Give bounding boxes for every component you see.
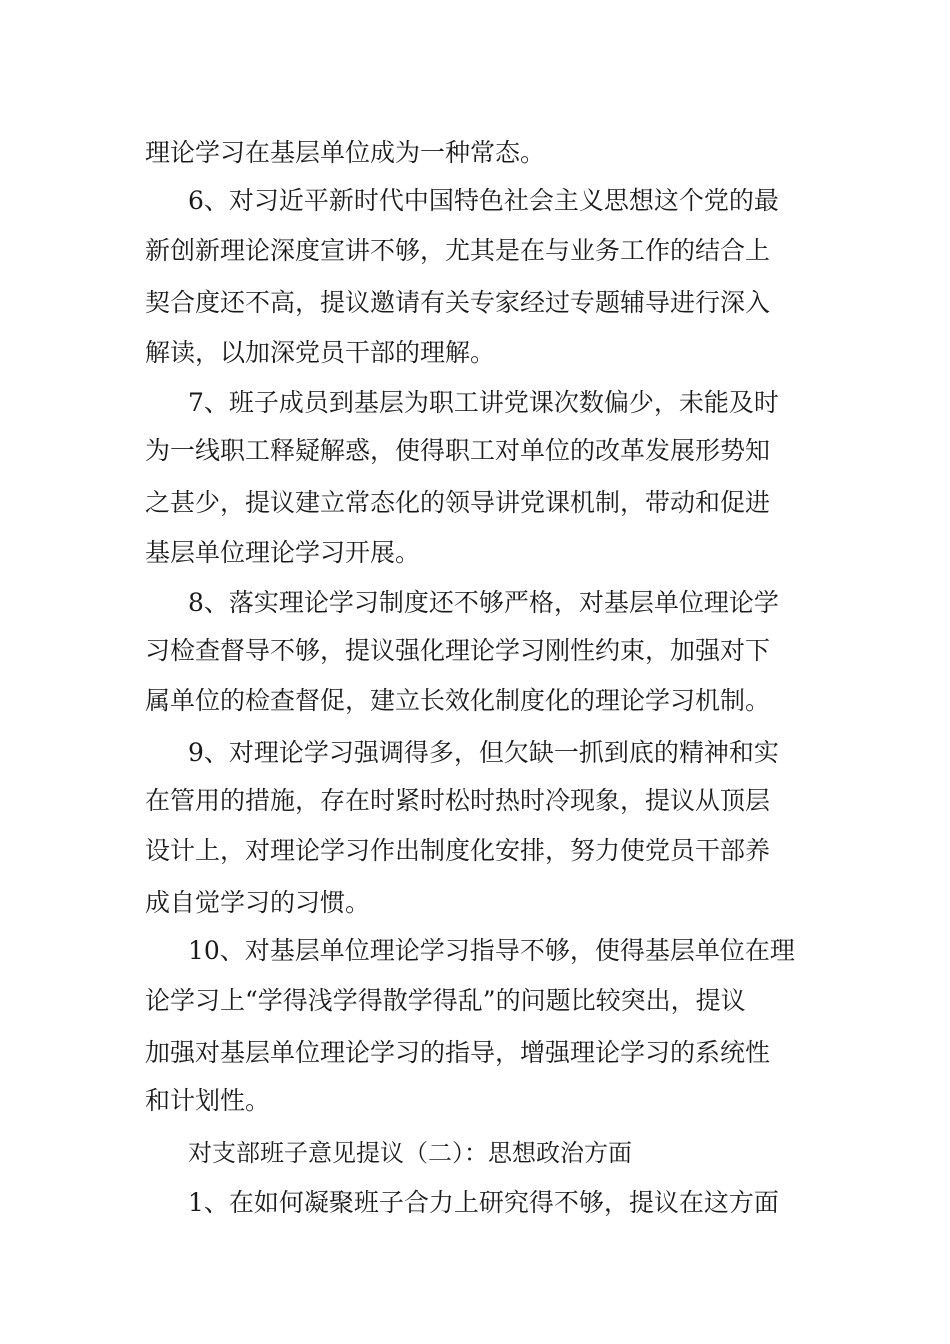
paragraph-6-line: 6、对习近平新时代中国特色社会主义思想这个党的最 — [188, 186, 779, 215]
paragraph-8-line: 8、落实理论学习制度还不够严格，对基层单位理论学 — [188, 588, 779, 617]
text-line: 解读，以加深党员干部的理解。 — [145, 338, 496, 367]
text-line: 成自觉学习的习惯。 — [145, 888, 371, 917]
text-line: 理论学习在基层单位成为一种常态。 — [145, 138, 546, 167]
paragraph-10-line: 10、对基层单位理论学习指导不够，使得基层单位在理 — [188, 936, 795, 965]
text-line: 在管用的措施，存在时紧时松时热时冷现象，提议从顶层 — [145, 786, 771, 815]
text-line: 属单位的检查督促，建立长效化制度化的理论学习机制。 — [145, 686, 771, 715]
paragraph-7-line: 7、班子成员到基层为职工讲党课次数偏少，未能及时 — [188, 388, 779, 417]
text-line: 加强对基层单位理论学习的指导，增强理论学习的系统性 — [145, 1038, 771, 1067]
text-line: 契合度还不高，提议邀请有关专家经过专题辅导进行深入 — [145, 288, 771, 317]
text-line: 习检查督导不够，提议强化理论学习刚性约束，加强对下 — [145, 636, 771, 665]
text-line: 为一线职工释疑解惑，使得职工对单位的改革发展形势知 — [145, 436, 771, 465]
paragraph-9-line: 9、对理论学习强调得多，但欠缺一抓到底的精神和实 — [188, 738, 779, 767]
text-line: 论学习上“学得浅学得散学得乱”的问题比较突出，提议 — [145, 986, 746, 1015]
text-line: 设计上，对理论学习作出制度化安排，努力使党员干部养 — [145, 836, 771, 865]
text-line: 和计划性。 — [145, 1086, 271, 1115]
text-line: 基层单位理论学习开展。 — [145, 538, 421, 567]
section-heading: 对支部班子意见提议（二）：思想政治方面 — [188, 1139, 632, 1167]
text-line: 新创新理论深度宣讲不够，尤其是在与业务工作的结合上 — [145, 236, 771, 265]
paragraph-1-line: 1、在如何凝聚班子合力上研究得不够，提议在这方面 — [188, 1188, 779, 1217]
text-line: 之甚少，提议建立常态化的领导讲党课机制，带动和促进 — [145, 488, 771, 517]
